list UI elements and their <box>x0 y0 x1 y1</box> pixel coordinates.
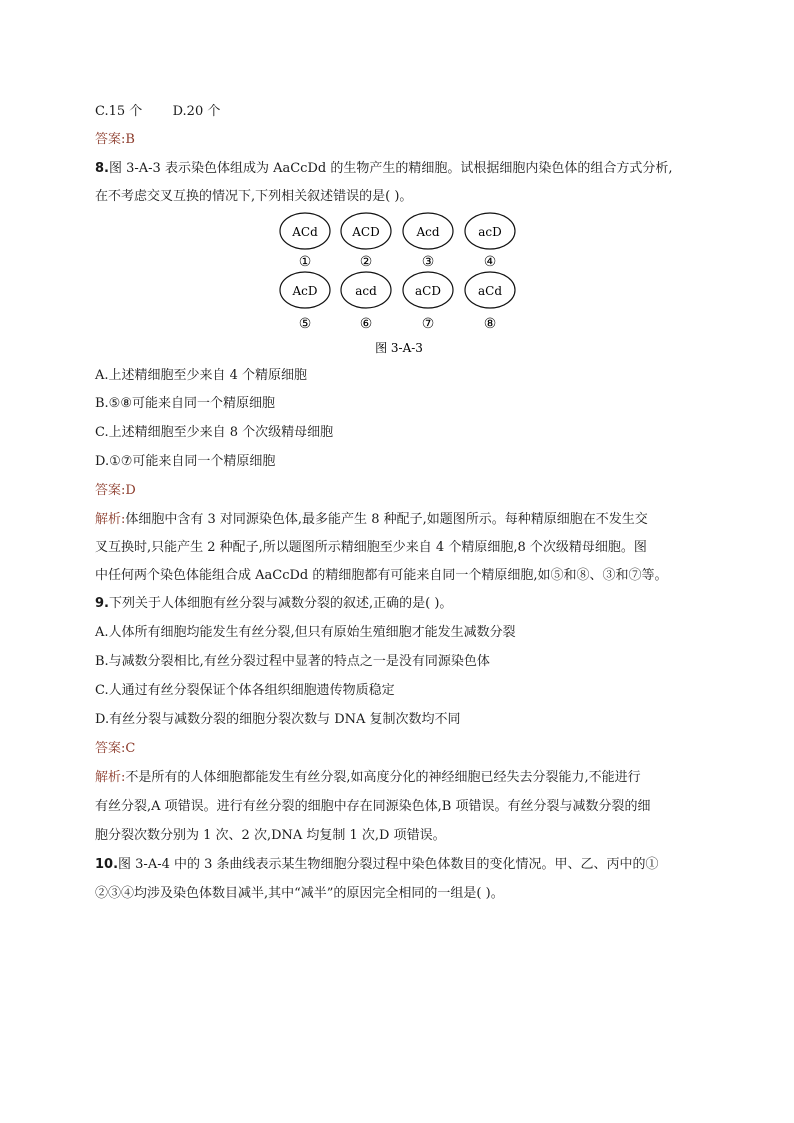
q8-answer: 答案:D <box>95 483 136 498</box>
q8-option-c: C.上述精细胞至少来自 8 个次级精母细胞 <box>95 425 334 440</box>
q9-option-d: D.有丝分裂与减数分裂的细胞分裂次数与 DNA 复制次数均不同 <box>95 712 461 727</box>
prev-answer: 答案:B <box>95 132 135 147</box>
q9-analysis-label: 解析: <box>95 770 126 785</box>
q9-analysis-line-3: 胞分裂次数分别为 1 次、2 次,DNA 均复制 1 次,D 项错误。 <box>95 828 446 843</box>
q9-stem-line <box>95 594 452 614</box>
q10-stem-1: 图 3-A-4 中的 3 条曲线表示某生物细胞分裂过程中染色体数目的变化情况。甲、乙、丙中的① <box>118 857 659 872</box>
q9-option-b: B.与减数分裂相比,有丝分裂过程中显著的特点之一是没有同源染色体 <box>95 654 490 669</box>
q9-analysis-1: 不是所有的人体细胞都能发生有丝分裂,如高度分化的神经细胞已经失去分裂能力,不能进行 <box>125 770 641 785</box>
cell-6 <box>341 272 391 332</box>
q8-analysis-line-2: 叉互换时,只能产生 2 种配子,所以题图所示精细胞至少来自 4 个精原细胞,8 个次级精母细胞。图 <box>95 540 647 555</box>
cell-2-number: ② <box>359 254 373 270</box>
q8-stem-line-1 <box>95 159 672 179</box>
figure-caption: 图 3-A-3 <box>375 341 423 355</box>
cell-2 <box>341 213 391 270</box>
cell-7-label: aCD <box>415 284 441 298</box>
q10-number: 10. <box>95 857 119 872</box>
q8-analysis-1: 体细胞中含有 3 对同源染色体,最多能产生 8 种配子,如题图所示。每种精原细胞在不发生交 <box>125 512 648 527</box>
cell-3-number: ③ <box>421 254 435 270</box>
q8-option-d: D.①⑦可能来自同一个精原细胞 <box>95 454 276 469</box>
cell-7-number: ⑦ <box>421 316 435 332</box>
cell-4-label: acD <box>478 225 502 239</box>
cell-7 <box>403 272 453 332</box>
q8-analysis-label: 解析: <box>95 512 126 527</box>
q10-stem-line-1 <box>95 855 659 875</box>
q8-option-b: B.⑤⑧可能来自同一个精原细胞 <box>95 396 275 411</box>
cell-1-label: ACd <box>292 225 318 239</box>
cell-4 <box>465 213 515 270</box>
option-c: C.15 个 <box>95 104 143 119</box>
cell-5 <box>280 272 330 332</box>
option-d: D.20 个 <box>172 104 221 119</box>
q9-analysis-line-1 <box>95 768 641 788</box>
q8-stem-line-2: 在不考虑交叉互换的情况下,下列相关叙述错误的是( )。 <box>95 189 413 204</box>
q9-analysis-line-2: 有丝分裂,A 项错误。进行有丝分裂的细胞中存在同源染色体,B 项错误。有丝分裂与减数分裂的细 <box>95 799 651 814</box>
cell-1 <box>280 213 330 270</box>
cell-3 <box>403 213 453 270</box>
figure-3-A-3 <box>270 210 530 360</box>
cell-6-number: ⑥ <box>359 316 373 332</box>
prev-options-line <box>95 102 220 122</box>
q8-option-a: A.上述精细胞至少来自 4 个精原细胞 <box>95 368 308 383</box>
q10-stem-line-2: ②③④均涉及染色体数目减半,其中“减半”的原因完全相同的一组是( )。 <box>95 886 504 901</box>
q8-number: 8. <box>95 161 109 176</box>
q9-answer: 答案:C <box>95 741 136 756</box>
cell-1-number: ① <box>298 254 312 270</box>
q9-option-a: A.人体所有细胞均能发生有丝分裂,但只有原始生殖细胞才能发生减数分裂 <box>95 625 516 640</box>
cell-6-label: acd <box>355 284 377 298</box>
cell-2-label: ACD <box>352 225 380 239</box>
cell-8-label: aCd <box>477 284 503 298</box>
cell-8-number: ⑧ <box>483 316 497 332</box>
q8-analysis-line-3: 中任何两个染色体能组合成 AaCcDd 的精细胞都有可能来自同一个精原细胞,如⑤和⑧、③和⑦等。 <box>95 568 668 583</box>
cell-8 <box>465 272 515 332</box>
cell-5-label: AcD <box>292 284 318 298</box>
q8-stem-1: 图 3-A-3 表示染色体组成为 AaCcDd 的生物产生的精细胞。试根据细胞内染色体的组合方式分析, <box>108 161 673 176</box>
q8-analysis-line-1 <box>95 510 648 530</box>
cell-4-number: ④ <box>483 254 497 270</box>
q9-number: 9. <box>95 596 109 611</box>
q9-stem: 下列关于人体细胞有丝分裂与减数分裂的叙述,正确的是( )。 <box>108 596 453 611</box>
q9-option-c: C.人通过有丝分裂保证个体各组织细胞遗传物质稳定 <box>95 683 395 698</box>
cell-3-label: Acd <box>416 225 440 239</box>
cell-5-number: ⑤ <box>298 316 312 332</box>
